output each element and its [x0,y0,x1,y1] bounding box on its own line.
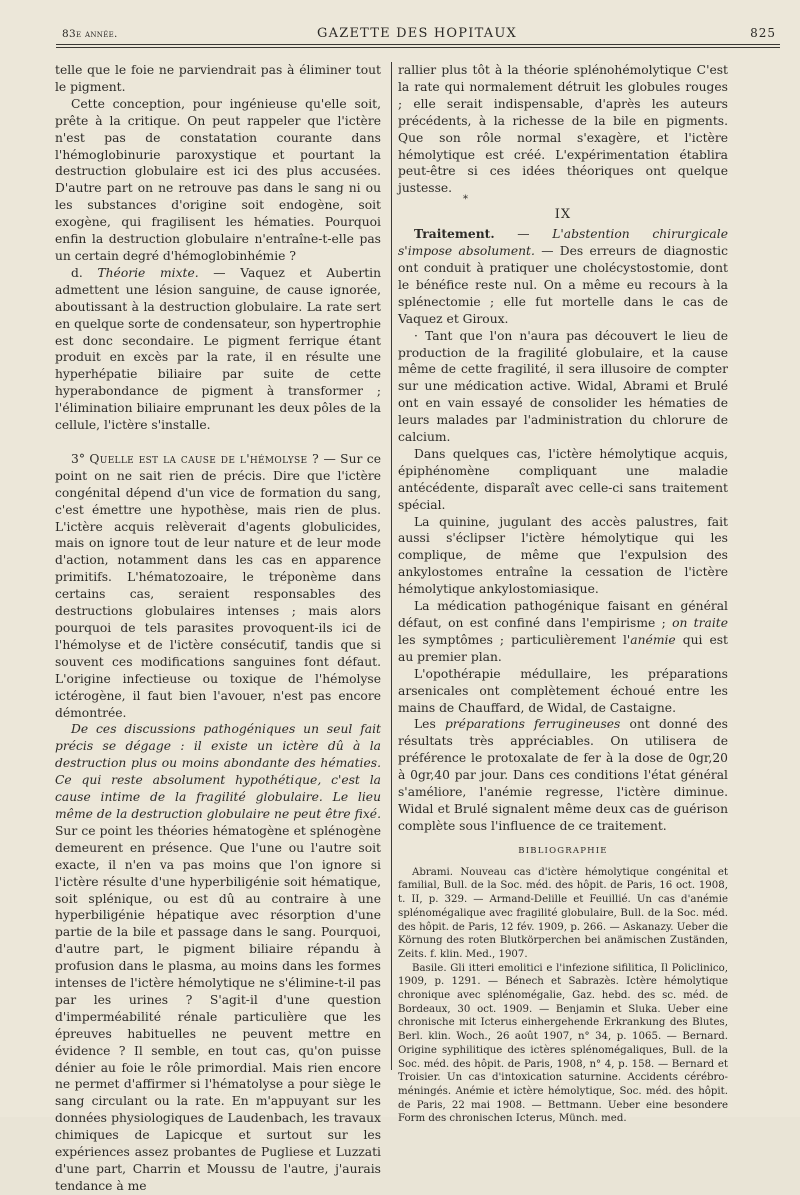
paragraph-text: Sur ce point les théories hématogène et splénogène demeurent en présence. Que l'une ou l'autre soit exacte, il n'en va pas moins que l'on ignore si l'ictère résulte d'une hyperbiligénie soit hématique, soit splénique, ou est dû au contraire à une hyperbiligénie hépatique avec résorption d'une partie de la bile et passage dans le sang. Pourquoi, d'autre part, le pigment biliaire répandu à profusion dans le plasma, au moins dans les formes intenses de l'ictère hémolytique ne s'élimine-t-il pas par les urines ? S'agit-il d'une question d'imperméabilité rénale particulière que les épreuves habituelles ne peuvent mettre en évidence ? Il semble, en tout cas, qu'on puisse dénier au foie le rôle primordial. Mais rien encore ne permet d'affirmer si l'hématolyse a pour siège le sang circulant ou la rate. En m'appuyant sur les données physiologiques de Laudenbach, les travaux chimiques de Lapicque et surtout sur les expériences assez probantes de Pugliese et Luzzati d'une part, Charrin et Moussu de l'autre, j'aurais tendance à me [55,823,381,1193]
subheading-italic: Théorie mixte. [97,265,199,280]
section-number: IX [554,207,572,223]
paragraph-conclusion [55,721,381,1194]
journal-title: GAZETTE DES HOPITAUX [317,26,517,41]
paragraph-cause-hemolyse [55,451,381,722]
paragraph-text: ont donné des résultats très appréciables. On utilisera de préférence le protoxalate de fer à la dose de 0gr,20 à 0gr,40 par jour. Dans ces conditions l'état général s'améliore, l'anémie regresse, l'ictère diminue. Widal et Brulé signalent même deux cas de guérison complète sous l'influence de ce traitement. [398,717,728,833]
paragraph-text: — Sur ce point on ne sait rien de précis. Dire que l'ictère congénital dépend d'un vice de formation du sang, c'est émettre une hypothèse, mais rien de plus. L'ictère acquis relèverait d'agents globulicides, mais on ignore tout de leur nature et de leur mode d'action, notamment dans les cas en apparence primitifs. L'hématozoaire, le tréponème dans certains cas, seraient responsables des destructions globulaires intenses ; mais alors pourquoi de tels parasites provoquent-ils ici de l'hémolyse et de l'ictère consécutif, tandis que si souvent ces modifications sanguines font défaut. L'origine infectieuse ou toxique de l'hémolyse ictérogène, il faut bien l'avouer, n'est pas encore démontrée. [55,451,381,720]
paragraph-traitement [398,226,728,327]
paragraph: telle que le foie ne parviendrait pas à éliminer tout le pigment. [55,63,381,94]
paragraph: Cette conception, pour ingénieuse qu'elle soit, prête à la critique. On peut rappeler que l'ictère n'est pas de constatation courante dans l'hémoglobinurie paroxystique et pourtant la destruction globulaire est ici des plus accusées. D'autre part on ne retrouve pas dans le sang ni ou les substances d'origine soit endogène, soit exogène, qui fragilisent les hématies. Pourquoi enfin la destruction globulaire n'entraîne-t-elle pas un certain degré d'hémoglobinhémie ? [55,96,381,263]
right-column [398,62,728,1126]
subheading-smallcaps: Quelle est la cause de l'hémolyse ? [89,451,319,466]
header-rule [56,44,780,45]
paragraph-text: — Des erreurs de diagnostic ont conduit à pratiquer une cholécystostomie, dont le bénéfice reste nul. On a même eu recours à la splénectomie ; elle fut mortelle dans le cas de Vaquez et Giroux. [398,244,728,326]
italic-passage: L'abstention chirurgicale s'impose absolument. [398,227,728,259]
paragraph-theorie-mixte [55,265,381,434]
paragraph: Dans quelques cas, l'ictère hémolytique acquis, épiphénomène compliquant une maladie antécédente, disparaît avec celle-ci sans traitement spécial. [398,446,728,512]
section-ornament: * [463,194,468,206]
bibliography [398,866,728,1126]
italic-word: on traite [672,616,728,630]
issue-year: 83e année. [62,28,118,40]
paragraph-text: qui est au premier plan. [398,632,728,664]
paragraph-text: La médication pathogénique faisant en général défaut, on est confiné dans l'empirisme ; [398,599,728,630]
list-marker: d. [71,265,83,280]
italic-word: anémie [630,632,676,647]
paragraph: · Tant que l'on n'aura pas découvert le lieu de production de la fragilité globulaire, et la cause même de cette fragilité, il sera illusoire de compter sur une médication active. Widal, Abrami et Brulé ont en vain essayé de consolider les hématies de leurs malades par l'administration du chlorure de calcium. [398,328,728,445]
list-marker: 3° [71,451,85,466]
paragraph-text: — Vaquez et Aubertin admettent une lésion sanguine, de cause ignorée, aboutissant à la destruction globulaire. La rate sert en quelque sorte de condensateur, son hypertrophie est donc secondaire. Le pigment ferrique étant produit en excès par la rate, il en résulte une hyperhépatie biliaire par suite de cette hyperabondance de pigment à transformer ; l'élimination biliaire emprunant les deux pôles de la cellule, l'ictère s'installe. [55,265,381,433]
bibliography-title: BIBLIOGRAPHIE [518,845,608,856]
page-header [52,22,782,44]
italic-passage: De ces discussions pathogéniques un seul fait précis se dégage : il existe un ictère dû à la destruction plus ou moins abondante des hématies. Ce qui reste absolument hypothétique, c'est la cause intime de la fragilité globulaire. Le lieu même de la destruction globulaire ne peut être fixé. [55,722,381,821]
section-heading: Traitement. [414,226,495,242]
dash: — [517,227,530,242]
column-divider [391,62,392,1070]
bibliography-entry: Basile. Gli itteri emolitici e l'infezione sifilitica, Il Policlinico, 1909, p. 1291. — Bénech et Sabrazès. Ictère hémolytique chronique avec splénomégalie, Gaz. hebd. des sc. méd. de Bordeaux, 30 oct. 1909. — Benjamin et Sluka. Ueber eine chronische mit Icterus einhergehende Erkrankung des Blutes, Berl. klin. Woch., 26 août 1907, n° 34, p. 1065. — Bernard. Origine syphilitique des ictères splénomégaliques, Bull. de la Soc. méd. des hôpit. de Paris, 1908, n° 4, p. 158. — Bernard et Troisier. Un cas d'intoxication saturnine. Accidents cérébro-méningés. Anémie et ictère hémolytique, Soc. méd. des hôpit. de Paris, 22 mai 1908. — Bettmann. Ueber eine besondere Form des chronischen Icterus, Münch. med. [398,962,728,1125]
paragraph-text: les symptômes ; particulièrement l' [398,632,631,647]
italic-word: préparations ferrugineuses [444,717,621,732]
header-rule-secondary [56,47,780,48]
paragraph-medication [398,598,728,666]
paragraph: La quinine, jugulant des accès palustres, fait aussi s'éclipser l'ictère hémolytique qui les complique, de même que l'expulsion des ankylostomes entraîne la cessation de l'ictère hémolytique ankylostomiasique. [398,514,728,597]
left-column [55,62,381,1195]
bibliography-entry: Abrami. Nouveau cas d'ictère hémolytique congénital et familial, Bull. de la Soc. méd. des hôpit. de Paris, 16 oct. 1908, t. II, p. 329. — Armand-Delille et Feuillié. Un cas d'anémie splénomégalique avec fragilité globulaire, Bull. de la Soc. méd. des hôpit. de Paris, 12 fév. 1909, p. 266. — Askanazy. Ueber die Körnung des roten Blutkörperchen bei anämischen Zuständen, Zeits. f. klin. Med., 1907. [398,866,728,960]
paragraph-text: Les [414,717,436,732]
paragraph: rallier plus tôt à la théorie splénohémolytique C'est la rate qui normalement détruit les globules rouges ; elle serait indispensable, d'après les auteurs précédents, à la richesse de la bile en pigments. Que son rôle normal s'exagère, et l'ictère hémolytique est créé. L'expérimentation établira peut-être si ces idées théoriques ont quelque justesse. [398,63,728,196]
page-number: 825 [750,26,776,40]
paragraph: L'opothérapie médullaire, les préparations arsenicales ont complètement échoué entre les mains de Chauffard, de Widal, de Castaigne. [398,666,728,715]
paragraph-ferrugineuses [398,716,728,834]
